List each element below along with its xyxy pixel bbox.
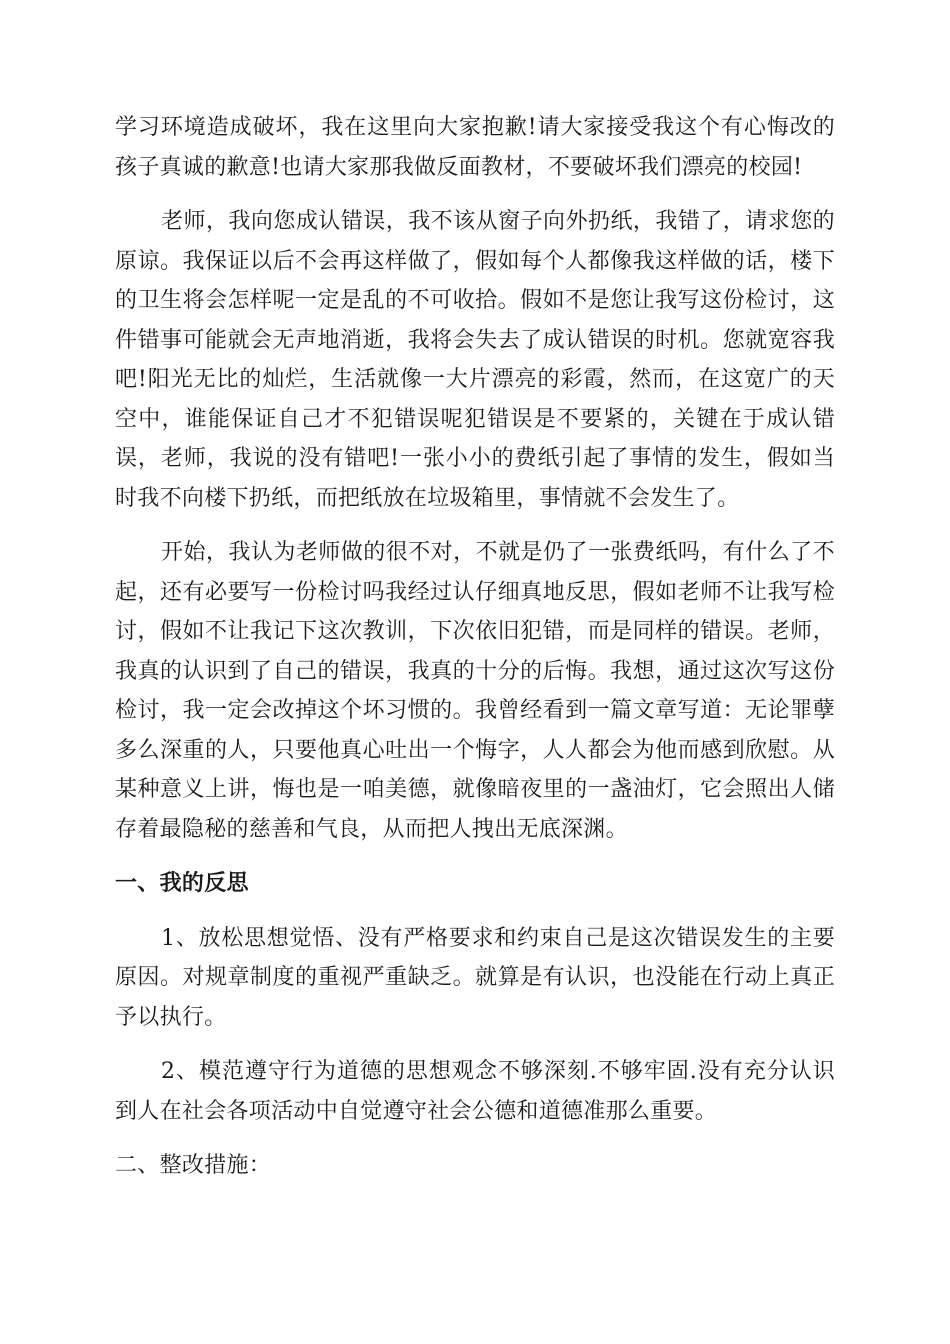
reflection-item-2: 2、模范遵守行为道德的思想观念不够深刻.不够牢固.没有充分认识到人在社会各项活动中自觉遵守社会公德和道德准那么重要。 [115,1059,835,1124]
section-heading-measures: 二、整改措施： [115,1153,272,1178]
paragraph-apology-continuation: 学习环境造成破坏，我在这里向大家抱歉!请大家接受我这个有心悔改的孩子真诚的歉意!也请大家那我做反面教材，不要破坏我们漂亮的校园! [115,115,835,180]
reflection-item-1: 1、放松思想觉悟、没有严格要求和约束自己是这次错误发生的主要原因。对规章制度的重视严重缺乏。就算是有认识，也没能在行动上真正予以执行。 [115,925,835,1030]
paragraph-admission: 老师，我向您成认错误，我不该从窗子向外扔纸，我错了，请求您的原谅。我保证以后不会再这样做了，假如每个人都像我这样做的话，楼下的卫生将会怎样呢一定是乱的不可收拾。假如不是您让我写这份检讨，这件错事可能就会无声地消逝，我将会失去了成认错误的时机。您就宽容我吧!阳光无比的灿烂，生活就像一大片漂亮的彩霞，然而，在这宽广的天空中，谁能保证自己才不犯错误呢犯错误是不要紧的，关键在于成认错误，老师，我说的没有错吧!一张小小的费纸引起了事情的发生，假如当时我不向楼下扔纸，而把纸放在垃圾箱里，事情就不会发生了。 [115,209,835,511]
paragraph-reflection-intro: 开始，我认为老师做的很不对，不就是仍了一张费纸吗，有什么了不起，还有必要写一份检讨吗我经过认仔细真地反思，假如老师不让我写检讨，假如不让我记下这次教训，下次依旧犯错，而是同样的错误。老师，我真的认识到了自己的错误，我真的十分的后悔。我想，通过这次写这份检讨，我一定会改掉这个坏习惯的。我曾经看到一篇文章写道：无论罪孽多么深重的人，只要他真心吐出一个悔字，人人都会为他而感到欣慰。从某种意义上讲，悔也是一咱美德，就像暗夜里的一盏油灯，它会照出人储存着最隐秘的慈善和气良，从而把人拽出无底深渊。 [115,540,835,842]
section-heading-reflection: 一、我的反思 [115,870,249,896]
document-body [115,108,835,1201]
